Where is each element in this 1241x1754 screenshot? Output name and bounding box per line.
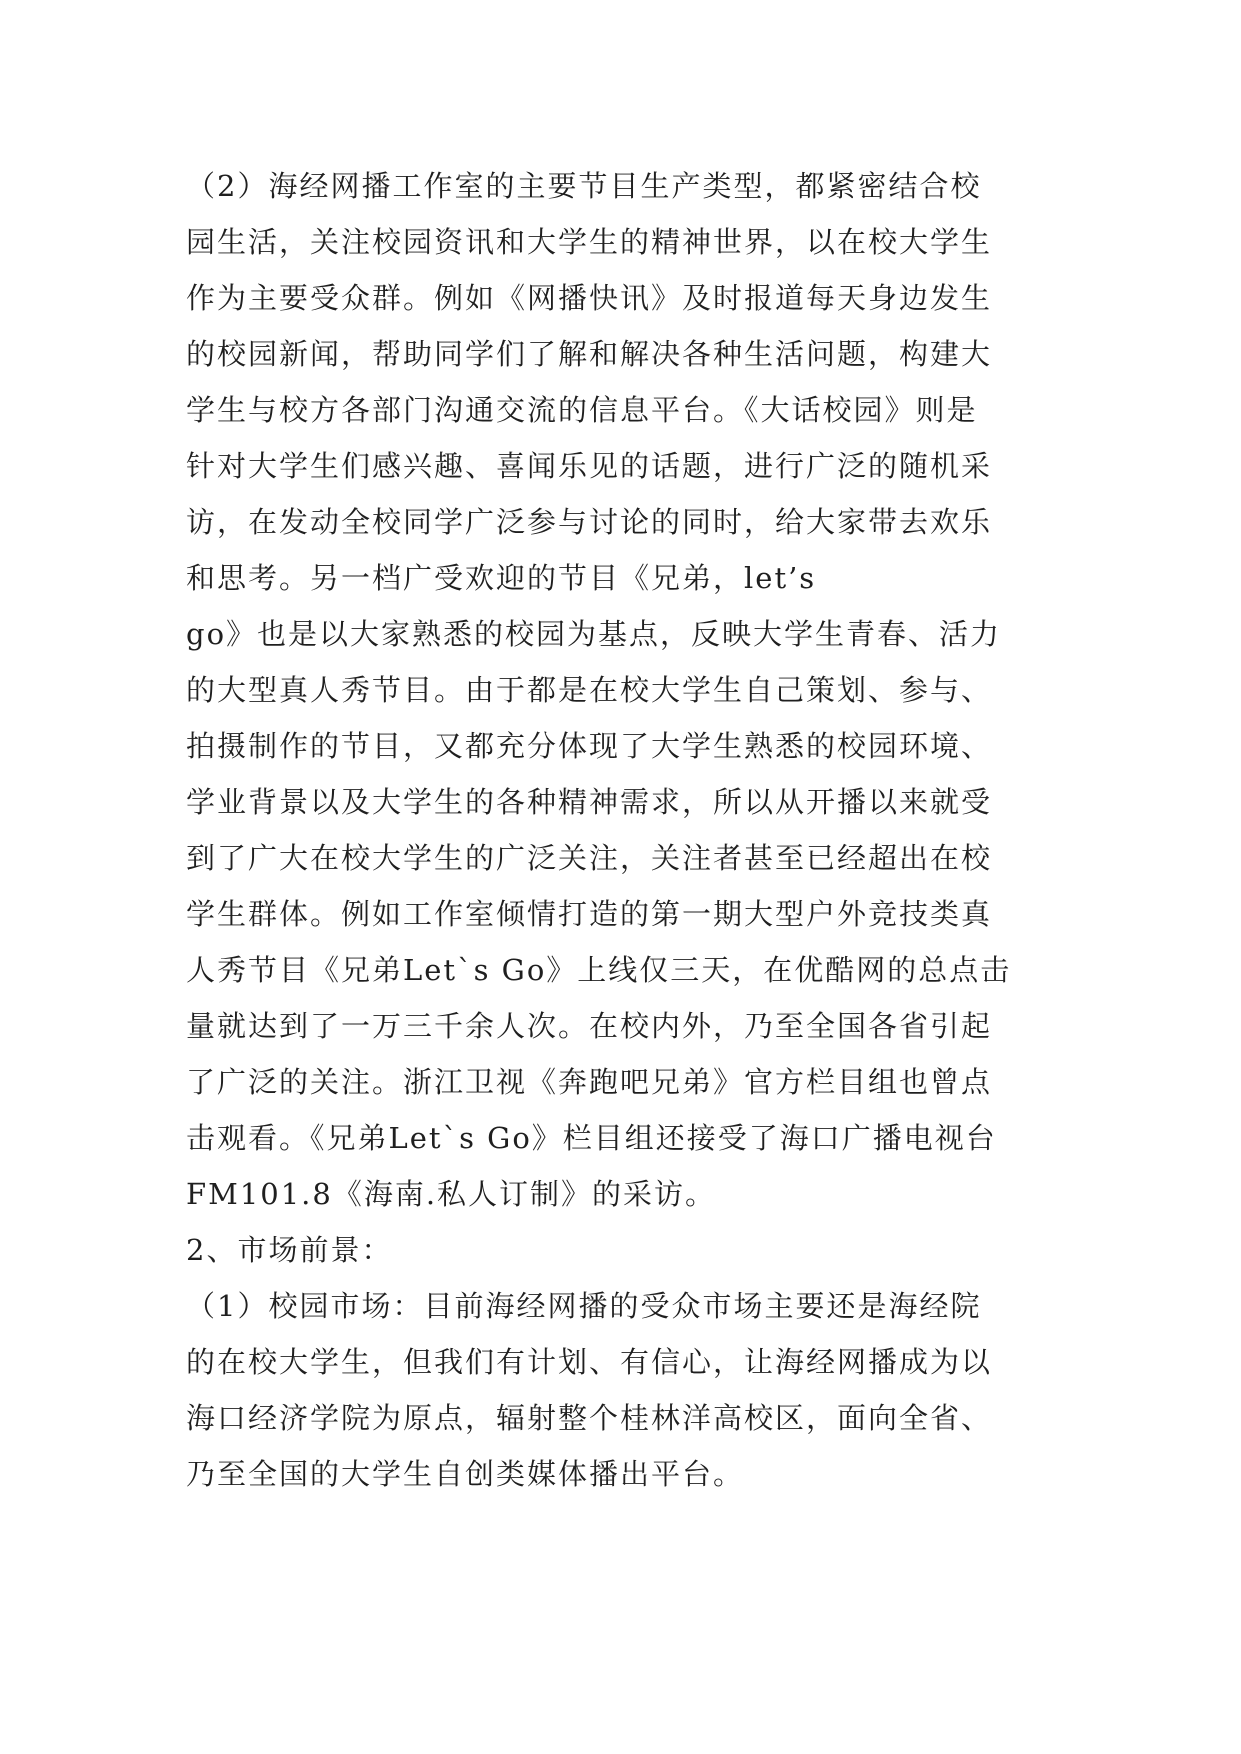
- text-line: 针对大学生们感兴趣、喜闻乐见的话题，进行广泛的随机采: [186, 449, 993, 483]
- text-line: FM101.8《海南.私人订制》的采访。: [186, 1177, 717, 1211]
- text-line: go》也是以大家熟悉的校园为基点，反映大学生青春、活力: [186, 617, 1002, 651]
- text-line: 的大型真人秀节目。由于都是在校大学生自己策划、参与、: [186, 673, 993, 707]
- text-line: 了广泛的关注。浙江卫视《奔跑吧兄弟》官方栏目组也曾点: [186, 1065, 993, 1099]
- text-line: 访，在发动全校同学广泛参与讨论的同时，给大家带去欢乐: [186, 505, 993, 539]
- text-line: 和思考。另一档广受欢迎的节目《兄弟，let’s: [186, 561, 817, 595]
- text-line: 的校园新闻，帮助同学们了解和解决各种生活问题，构建大: [186, 337, 993, 371]
- text-line: 击观看。《兄弟Let`s Go》栏目组还接受了海口广播电视台: [186, 1121, 997, 1155]
- text-line: 作为主要受众群。例如《网播快讯》及时报道每天身边发生: [186, 281, 993, 315]
- text-line: 量就达到了一万三千余人次。在校内外，乃至全国各省引起: [186, 1009, 993, 1043]
- text-line: 拍摄制作的节目，又都充分体现了大学生熟悉的校园环境、: [186, 729, 993, 763]
- text-line: 到了广大在校大学生的广泛关注，关注者甚至已经超出在校: [186, 841, 993, 875]
- text-line: 海口经济学院为原点，辐射整个桂林洋高校区，面向全省、: [186, 1401, 993, 1435]
- text-line: （2）海经网播工作室的主要节目生产类型，都紧密结合校: [186, 169, 982, 203]
- text-line: 学业背景以及大学生的各种精神需求，所以从开播以来就受: [186, 785, 993, 819]
- text-line: 学生群体。例如工作室倾情打造的第一期大型户外竞技类真: [186, 897, 993, 931]
- text-line: 园生活，关注校园资讯和大学生的精神世界，以在校大学生: [186, 225, 993, 259]
- text-line: 学生与校方各部门沟通交流的信息平台。《大话校园》则是: [186, 393, 978, 427]
- text-line: （1）校园市场：目前海经网播的受众市场主要还是海经院: [186, 1289, 982, 1323]
- text-line: 的在校大学生，但我们有计划、有信心，让海经网播成为以: [186, 1345, 993, 1379]
- body-text: [186, 158, 1066, 1502]
- text-line: 乃至全国的大学生自创类媒体播出平台。: [186, 1457, 745, 1491]
- text-line: 人秀节目《兄弟Let`s Go》上线仅三天，在优酷网的总点击: [186, 953, 1012, 987]
- section-heading: 2、市场前景：: [186, 1233, 393, 1267]
